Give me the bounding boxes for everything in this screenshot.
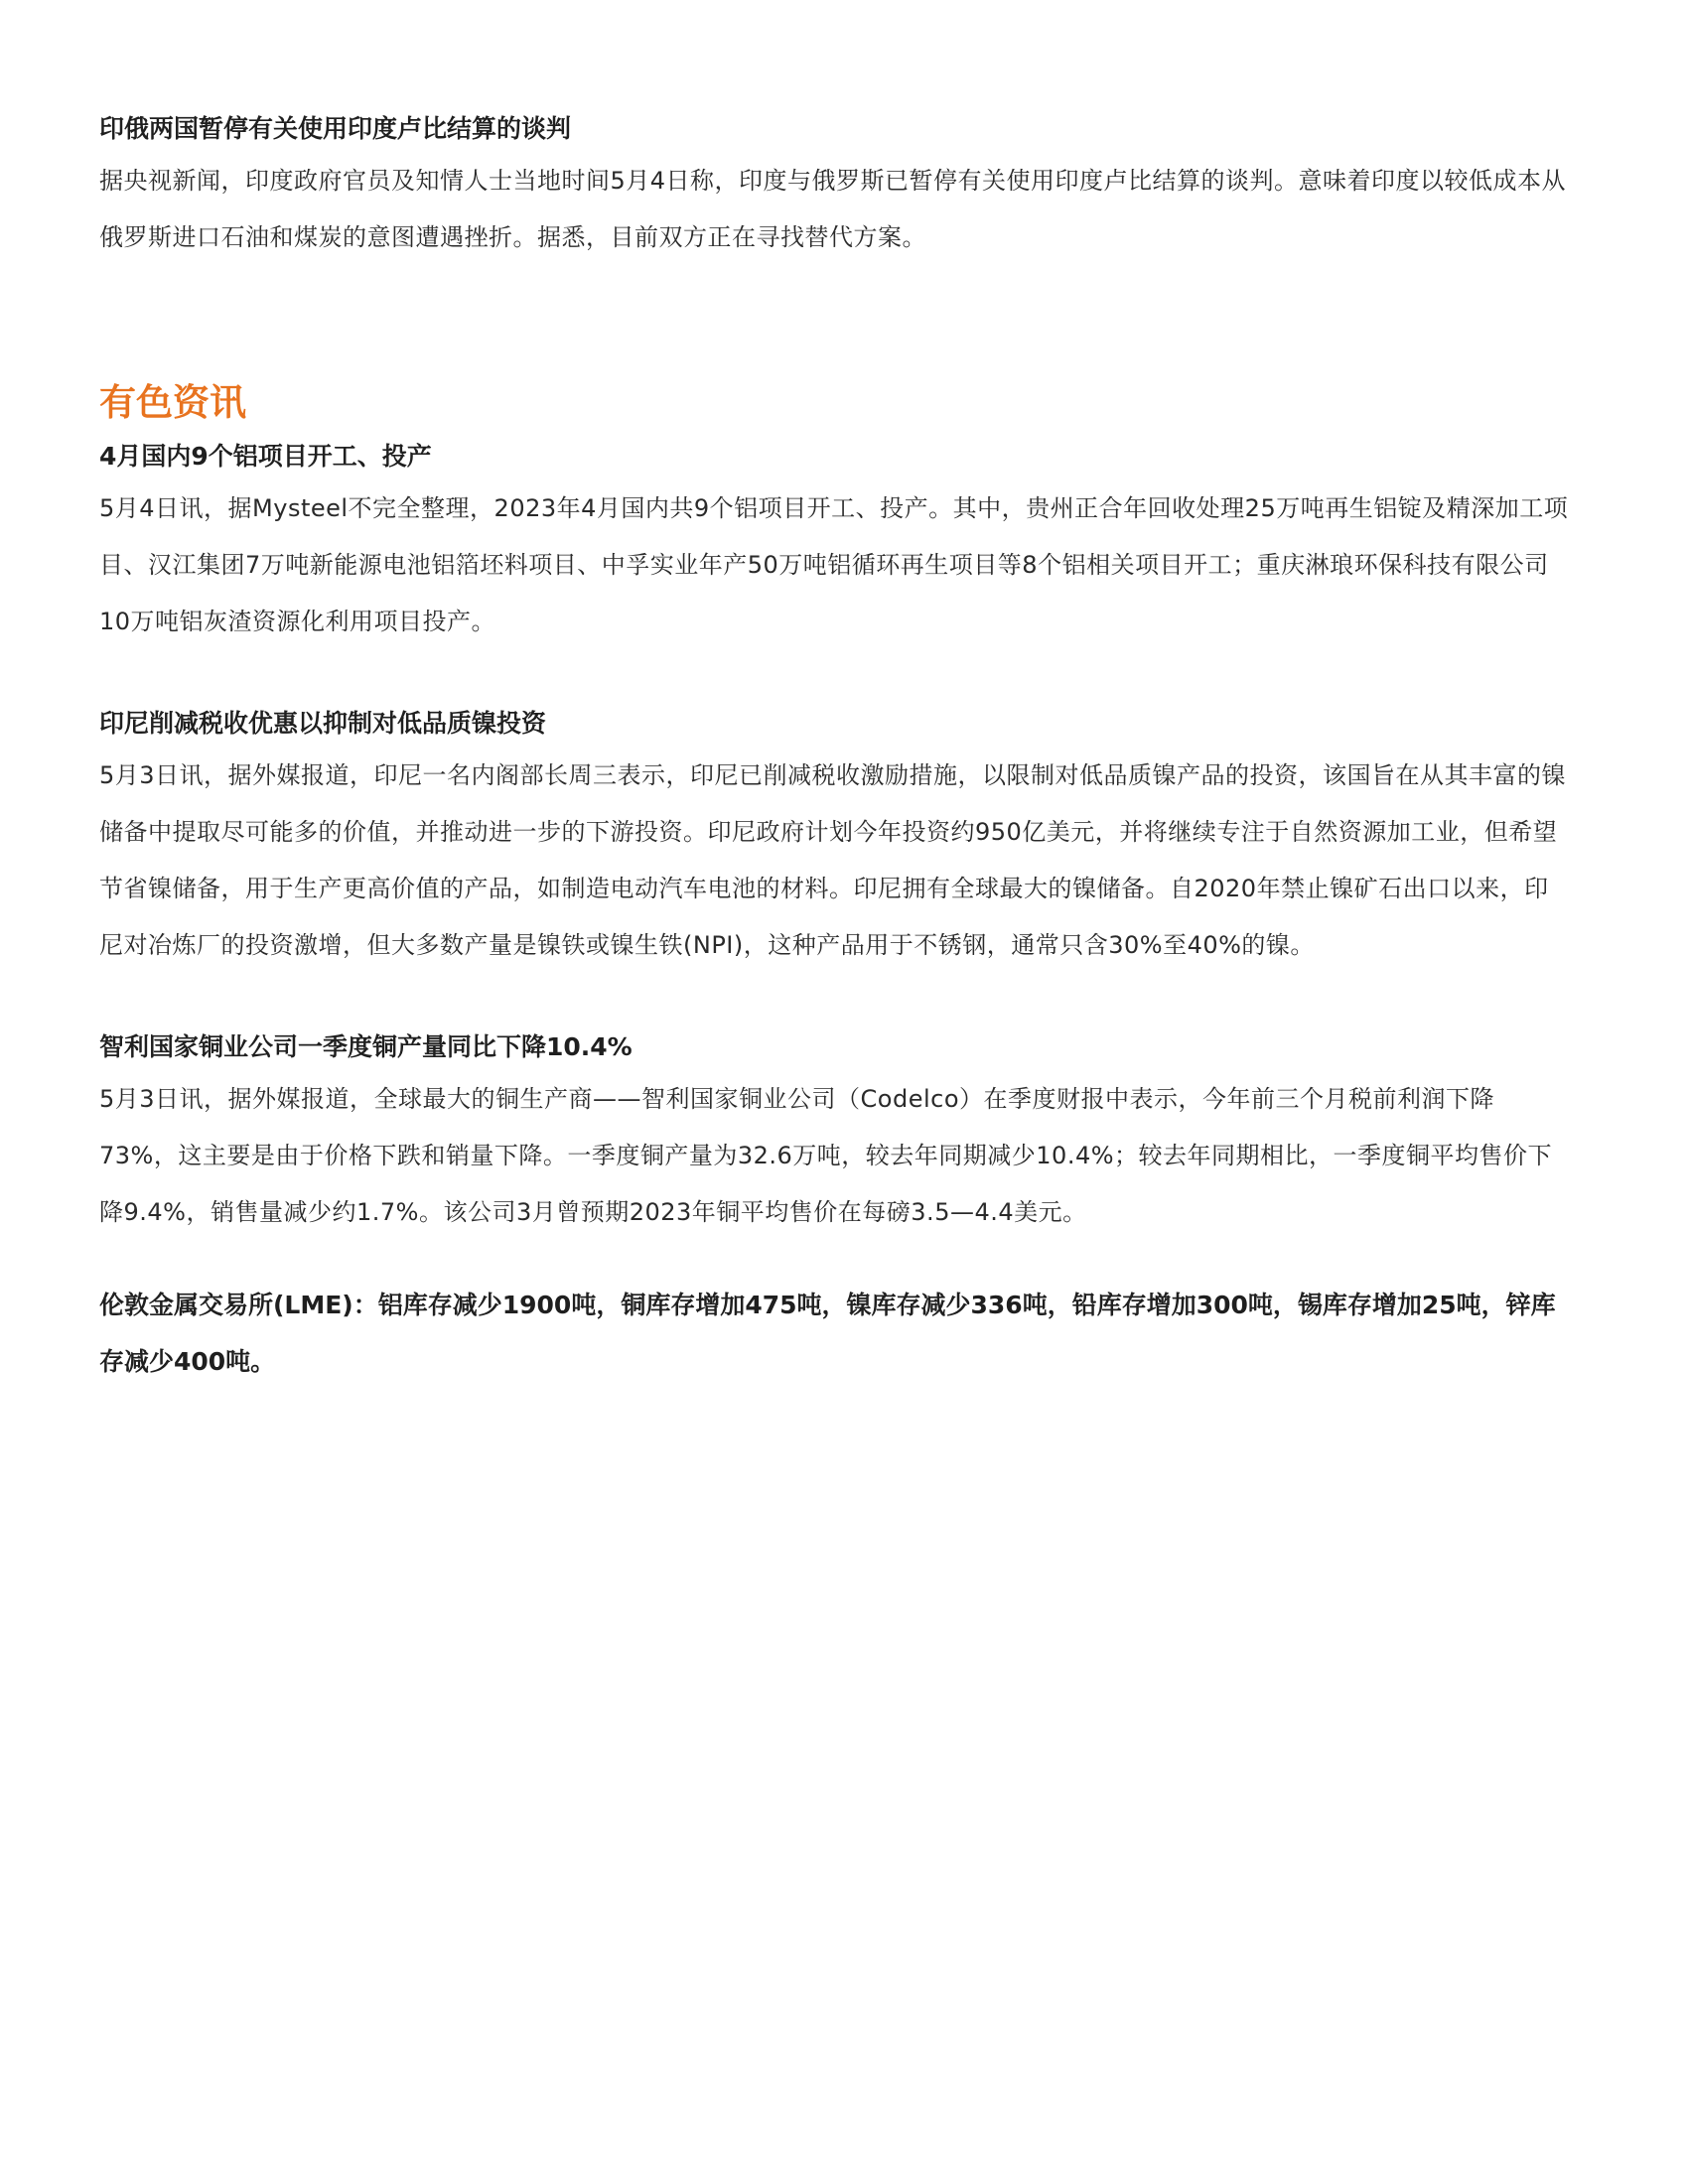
lme-inventory-summary xyxy=(99,1277,1569,1390)
article-title: 印俄两国暂停有关使用印度卢比结算的谈判 xyxy=(99,114,572,143)
section-heading: 有色资讯 xyxy=(99,381,246,424)
article-body: 5月3日讯，据外媒报道，全球最大的铜生产商——智利国家铜业公司（Codelco）在季度财报中表示，今年前三个月税前利润下降73%，这主要是由于价格下跌和销量下降。一季度铜产量为32.6万吨，较去年同期减少10.4%；较去年同期相比，一季度铜平均售价下降9.4%，销售量减少约1.7%。该公司3月曾预期2023年铜平均售价在每磅3.5—4.4美元。 xyxy=(99,1085,1553,1226)
article-body: 据央视新闻，印度政府官员及知情人士当地时间5月4日称，印度与俄罗斯已暂停有关使用印度卢比结算的谈判。意味着印度以较低成本从俄罗斯进口石油和煤炭的意图遭遇挫折。据悉，目前双方正在寻找替代方案。 xyxy=(99,167,1567,251)
article-title: 4月国内9个铝项目开工、投产 xyxy=(99,442,432,471)
document-page xyxy=(99,107,1569,1390)
article-body: 5月4日讯，据Mysteel不完全整理，2023年4月国内共9个铝项目开工、投产。其中，贵州正合年回收处理25万吨再生铝锭及精深加工项目、汉江集团7万吨新能源电池铝箔坯料项目、中孚实业年产50万吨铝循环再生项目等8个铝相关项目开工；重庆淋琅环保科技有限公司10万吨铝灰渣资源化利用项目投产。 xyxy=(99,494,1569,635)
article-body: 5月3日讯，据外媒报道，印尼一名内阁部长周三表示，印尼已削减税收激励措施，以限制对低品质镍产品的投资，该国旨在从其丰富的镍储备中提取尽可能多的价值，并推动进一步的下游投资。印尼政府计划今年投资约950亿美元，并将继续专注于自然资源加工业，但希望节省镍储备，用于生产更高价值的产品，如制造电动汽车电池的材料。印尼拥有全球最大的镍储备。自2020年禁止镍矿石出口以来，印尼对冶炼厂的投资激增，但大多数产量是镍铁或镍生铁(NPI)，这种产品用于不锈钢，通常只含30%至40%的镍。 xyxy=(99,761,1567,959)
article-codelco-output xyxy=(99,1025,1569,1241)
lme-summary-text: 伦敦金属交易所(LME)：铝库存减少1900吨，铜库存增加475吨，镍库存减少336吨，铅库存增加300吨，锡库存增加25吨，锌库存减少400吨。 xyxy=(99,1291,1556,1376)
article-indonesia-nickel xyxy=(99,702,1569,974)
section-nonferrous-news xyxy=(99,373,1569,433)
article-rupee-settlement xyxy=(99,107,1569,266)
article-aluminum-projects xyxy=(99,435,1569,650)
article-title: 智利国家铜业公司一季度铜产量同比下降10.4% xyxy=(99,1032,633,1061)
article-title: 印尼削减税收优惠以抑制对低品质镍投资 xyxy=(99,709,547,738)
